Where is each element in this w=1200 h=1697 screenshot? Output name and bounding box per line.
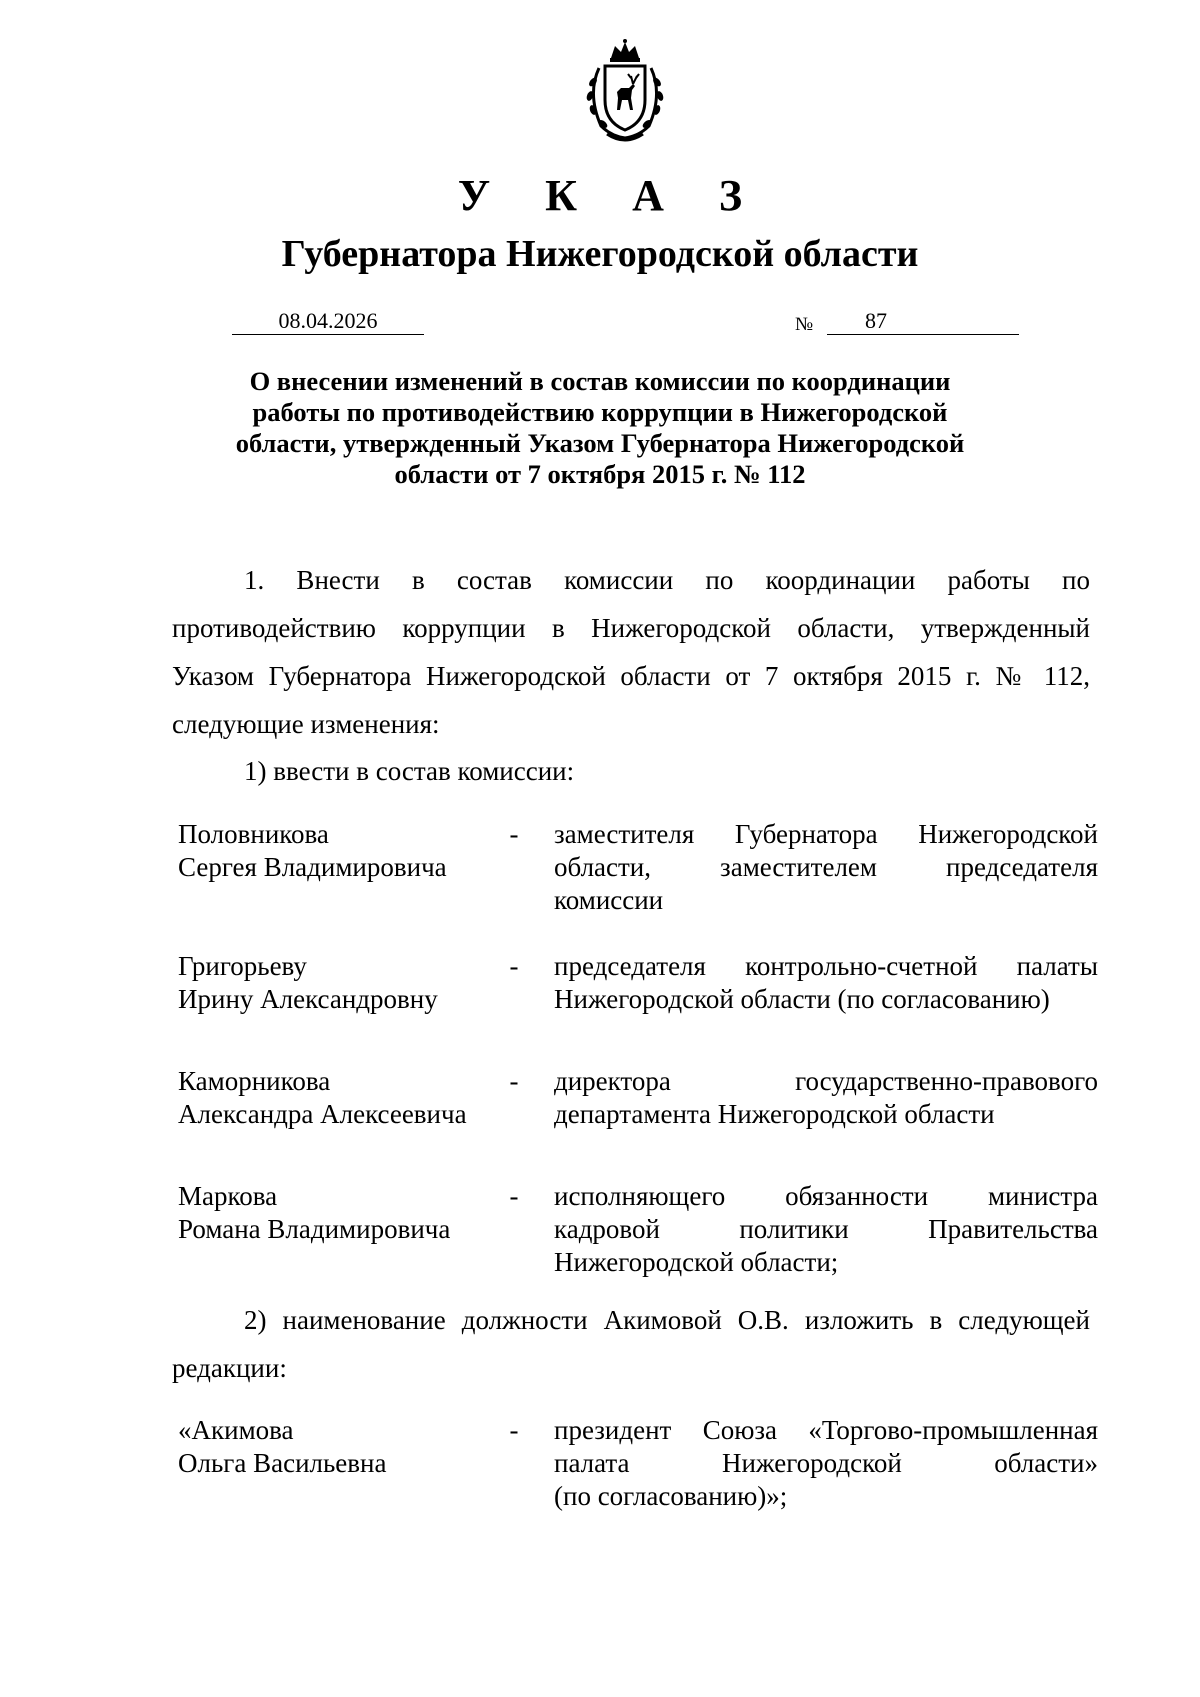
role-line: кадровой политики Правительства [554,1214,1098,1244]
member-name [178,1414,498,1480]
role-line: (по согласованию)»; [554,1481,788,1511]
subitem-1: 1) ввести в состав комиссии: [244,756,575,786]
decree-date: 08.04.2026 [232,308,424,335]
role-line: департамента Нижегородской области [554,1099,995,1129]
coat-of-arms-icon [571,38,679,146]
name-line: Ирину Александровну [178,984,438,1014]
number-label: № [795,314,814,335]
name-line: Романа Владимировича [178,1214,451,1244]
member-role [554,1414,1098,1513]
name-line: Каморникова [178,1066,331,1096]
dash-separator: - [509,951,519,981]
role-line: президент Союза «Торгово-промышленная [554,1415,1098,1445]
member-role [554,818,1098,917]
member-role [554,1180,1098,1279]
role-line: директора государственно-правового [554,1066,1098,1096]
paragraph-1 [172,556,1090,748]
member-name [178,950,498,1016]
paragraph-line: противодействию коррупции в Нижегородской области, утвержденный [172,613,1090,643]
subitem-2: 2) наименование должности Акимовой О.В. изложить в следующей [244,1305,1090,1335]
role-line: Нижегородской области; [554,1247,839,1277]
role-line: палата Нижегородской области» [554,1448,1098,1478]
role-line: председателя контрольно-счетной палаты [554,951,1098,981]
dash-separator: - [509,1181,519,1211]
title-line: области, утвержденный Указом Губернатора Нижегородской [235,428,965,458]
member-name [178,818,498,884]
role-line: исполняющего обязанности министра [554,1181,1098,1211]
decree-number: 87 [865,308,887,333]
paragraph-line: следующие изменения: [172,709,440,739]
member-role [554,950,1098,1016]
doc-type-heading: У К А З [457,171,765,220]
name-line: Ольга Васильевна [178,1448,387,1478]
title-line: области от 7 октября 2015 г. № 112 [394,459,806,489]
subitem-2-continuation: редакции: [172,1353,287,1383]
dash-separator: - [509,819,519,849]
role-line: комиссии [554,885,664,915]
name-line: Александра Алексеевича [178,1099,467,1129]
decree-title [210,366,990,490]
title-line: О внесении изменений в состав комиссии по координации [249,366,951,396]
name-line: Сергея Владимировича [178,852,447,882]
title-line: работы по противодействию коррупции в Нижегородской [252,397,948,427]
paragraph-line: 1. Внести в состав комиссии по координации работы по [244,565,1090,595]
issuer-heading: Губернатора Нижегородской области [281,233,919,275]
dash-separator: - [509,1066,519,1096]
role-line: области, заместителем председателя [554,852,1098,882]
paragraph-line: Указом Губернатора Нижегородской области от 7 октября 2015 г. № 112, [172,661,1090,691]
name-line: «Акимова [178,1415,294,1445]
decree-number-field [827,308,1019,335]
name-line: Григорьеву [178,951,307,981]
role-line: заместителя Губернатора Нижегородской [554,819,1098,849]
member-role [554,1065,1098,1131]
name-line: Половникова [178,819,329,849]
dash-separator: - [509,1415,519,1445]
member-name [178,1180,498,1246]
role-line: Нижегородской области (по согласованию) [554,984,1050,1014]
member-name [178,1065,498,1131]
name-line: Маркова [178,1181,278,1211]
